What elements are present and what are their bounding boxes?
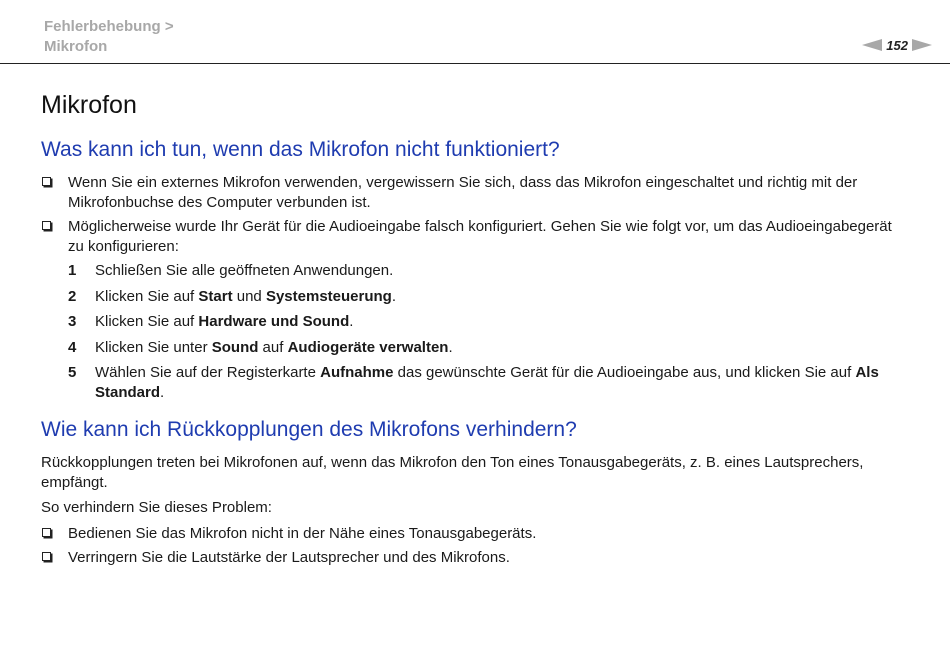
list-item-text: Verringern Sie die Lautstärke der Lautsprecher und des Mikrofons.	[68, 549, 510, 566]
step-bold-term: Als Standard	[95, 364, 879, 401]
step-bold-term: Hardware und Sound	[198, 313, 350, 330]
step-text: .	[349, 313, 354, 330]
paragraph: So verhindern Sie dieses Problem:	[41, 499, 272, 516]
step-text: Klicken Sie auf	[95, 313, 199, 330]
main-content	[41, 88, 911, 573]
step-item	[68, 312, 911, 332]
step-number: 1	[68, 262, 77, 279]
list-item	[41, 217, 911, 256]
bullet-list	[41, 524, 911, 568]
step-text: Klicken Sie auf	[95, 287, 199, 305]
step-item	[68, 261, 911, 281]
list-item	[41, 548, 911, 568]
step-bold-term: Audiogeräte verwalten	[287, 338, 449, 356]
list-item	[41, 524, 911, 544]
breadcrumb-parent[interactable]: Fehlerbehebung >	[44, 18, 174, 35]
step-item	[68, 363, 911, 402]
step-item	[68, 338, 911, 358]
list-item-text: Bedienen Sie das Mikrofon nicht in der Nähe eines Tonausgabegeräts.	[68, 524, 537, 542]
checkbox-bullet-icon	[42, 221, 51, 230]
previous-page-icon[interactable]	[862, 39, 882, 51]
step-number: 4	[68, 338, 77, 356]
step-bold-term: Start	[198, 287, 233, 305]
step-text: .	[391, 287, 396, 305]
list-item-text: Wenn Sie ein externes Mikrofon verwenden, vergewissern Sie sich, dass das Mikrofon eingeschaltet und richtig mit der Mikrofonbuchse des Computer verbunden ist.	[68, 174, 858, 211]
step-text: .	[160, 383, 165, 401]
page-title: Mikrofon	[41, 91, 137, 119]
list-item-text: Möglicherweise wurde Ihr Gerät für die Audioeingabe falsch konfiguriert. Gehen Sie wie folgt vor, um das Audioeingabegerät zu konfigurieren:	[68, 218, 892, 255]
step-item	[68, 287, 911, 307]
step-text: .	[448, 338, 453, 356]
step-bold-term: Sound	[211, 338, 259, 356]
step-text: das gewünschte Gerät für die Audioeingabe aus, und klicken Sie auf	[393, 364, 856, 381]
step-text: Klicken Sie unter	[95, 338, 212, 356]
step-number: 2	[68, 287, 77, 305]
step-text: und	[232, 287, 266, 305]
breadcrumb-current: Mikrofon	[44, 38, 108, 55]
list-item	[41, 173, 911, 212]
checkbox-bullet-icon	[42, 528, 51, 537]
step-text: auf	[258, 338, 288, 356]
next-page-icon[interactable]	[912, 39, 932, 51]
step-text: Wählen Sie auf der Registerkarte	[95, 364, 321, 381]
step-number: 3	[68, 313, 77, 330]
page-number: 152	[886, 37, 908, 53]
step-text: Schließen Sie alle geöffneten Anwendungen.	[95, 262, 394, 279]
page-header	[0, 0, 950, 64]
checkbox-bullet-icon	[42, 552, 51, 561]
bullet-list	[41, 173, 911, 256]
step-bold-term: Aufnahme	[320, 364, 394, 381]
paragraph: Rückkopplungen treten bei Mikrofonen auf, wenn das Mikrofon den Ton eines Tonausgabegeräts, z. B. eines Lautsprechers, empfängt.	[41, 454, 864, 491]
step-bold-term: Systemsteuerung	[265, 287, 392, 305]
checkbox-bullet-icon	[42, 177, 51, 186]
steps-list	[68, 261, 911, 402]
section-heading-feedback: Wie kann ich Rückkopplungen des Mikrofons verhindern?	[41, 418, 577, 441]
page-navigator	[862, 37, 932, 53]
step-number: 5	[68, 364, 77, 381]
section-heading-not-working: Was kann ich tun, wenn das Mikrofon nicht funktioniert?	[41, 138, 560, 161]
